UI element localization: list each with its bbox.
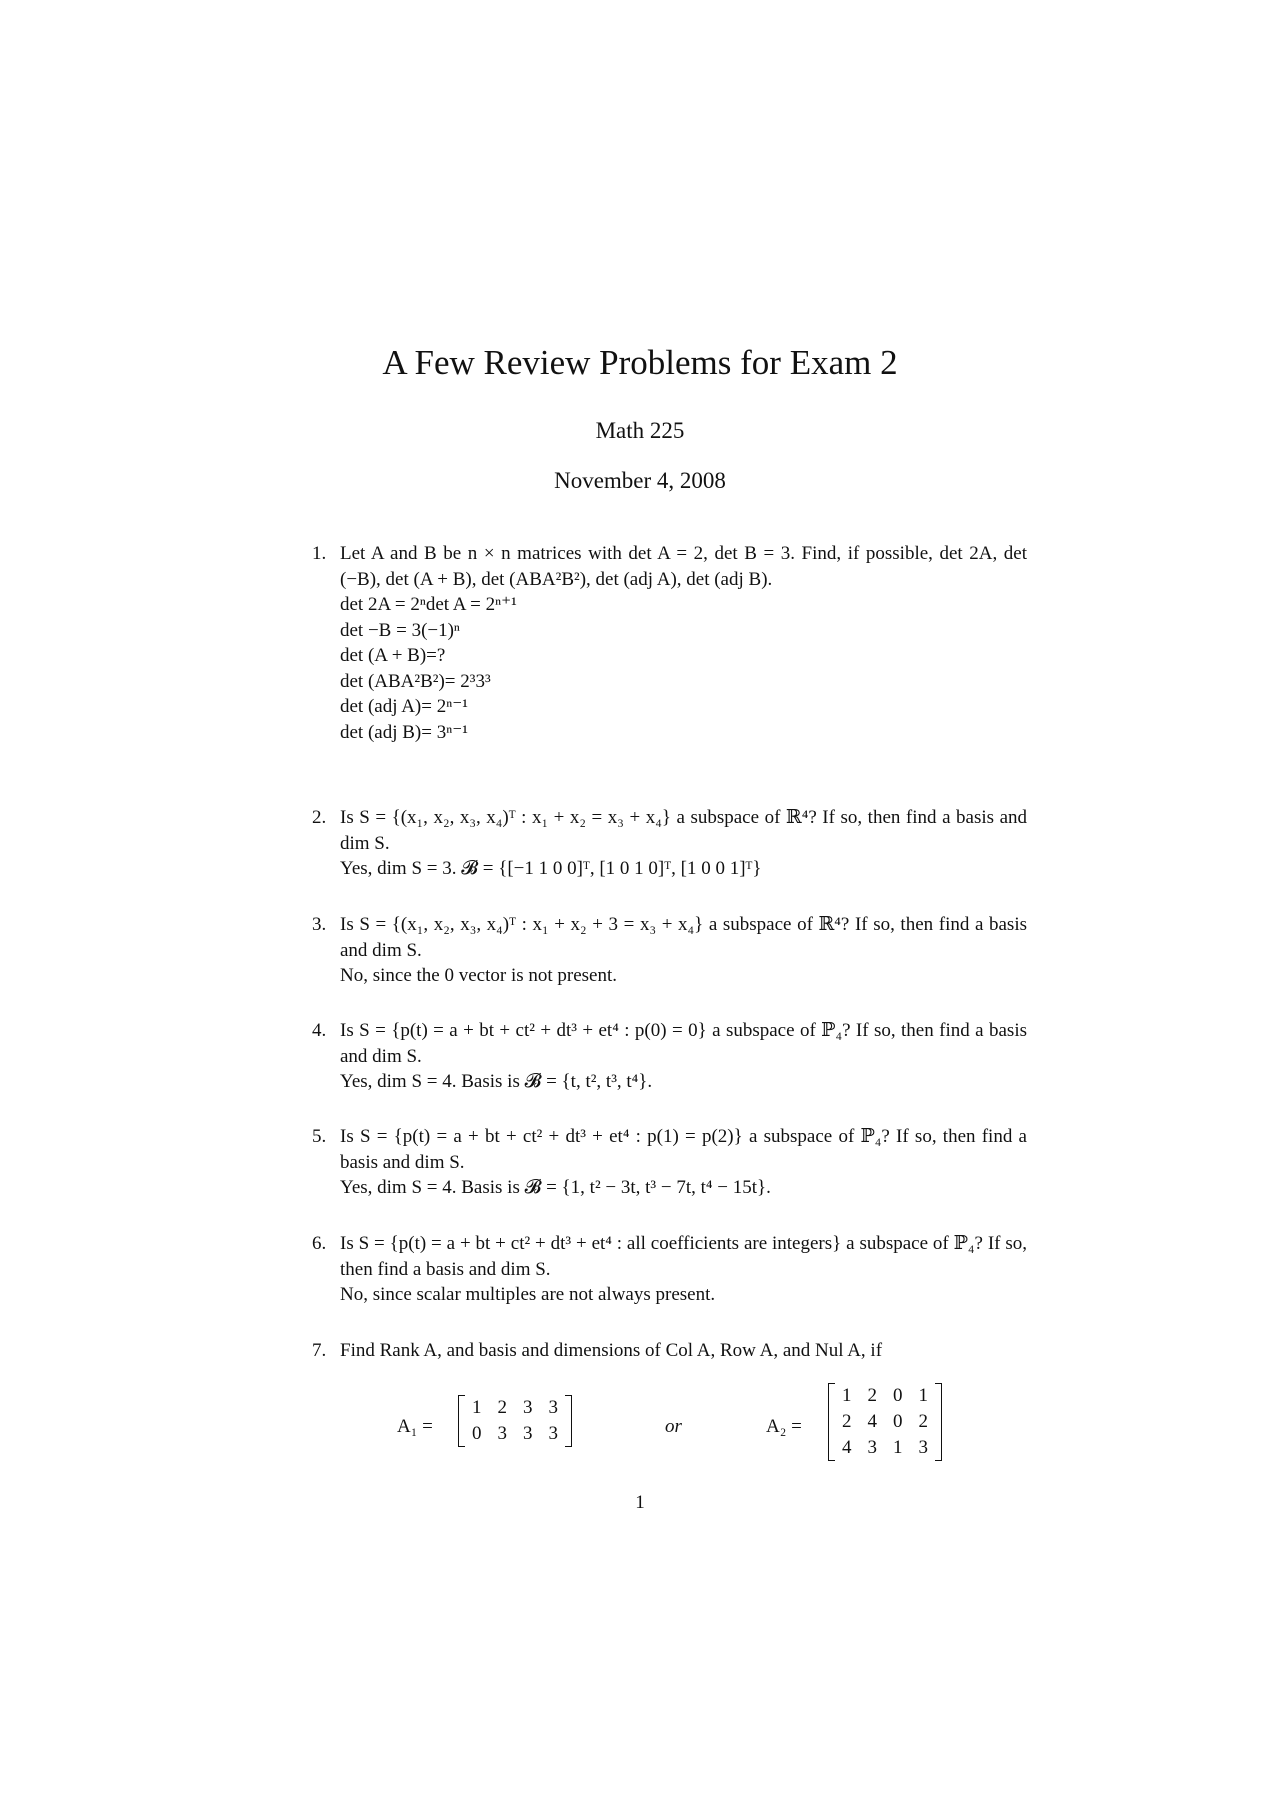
matrix-cell: 3 [497,1423,507,1444]
problem-number: 5. [312,1126,327,1147]
answer-line: det (adj A)= 2ⁿ⁻¹ [340,696,468,717]
page-number: 1 [635,1492,645,1513]
problem-number: 6. [312,1233,327,1254]
matrix-cell: 3 [523,1397,533,1418]
matrix-cell: 0 [472,1423,482,1444]
matrix-cell: 3 [548,1423,558,1444]
answer-line: det 2A = 2ⁿdet A = 2ⁿ⁺¹ [340,594,517,615]
problem-2 [312,805,1027,882]
answer-line: det (A + B)=? [340,645,446,666]
problem-1 [312,541,1027,745]
problem-question: Is S = {(x₁, x₂, x₃, x₄)ᵀ : x₁ + x₂ + 3 = x₃ + x₄} a subspace of ℝ⁴? If so, then find a basis and dim S. [340,914,1027,961]
problem-question: Let A and B be n × n matrices with det A = 2, det B = 3. Find, if possible, det 2A, det (−B), det (A + B), det (ABA²B²), det (adj A), det (adj B). [340,543,1027,590]
problem-question: Is S = {(x₁, x₂, x₃, x₄)ᵀ : x₁ + x₂ = x₃ + x₄} a subspace of ℝ⁴? If so, then find a basis and dim S. [340,807,1027,854]
matrix-row [464,1421,566,1447]
answer-line: det (ABA²B²)= 2³3³ [340,670,491,692]
matrix-cell: 1 [842,1385,852,1406]
or-separator: or [665,1416,682,1437]
problem-4 [312,1018,1027,1095]
matrix-cell: 2 [918,1411,928,1432]
matrix-row [834,1383,936,1409]
matrix-cell: 1 [893,1437,903,1458]
answer-line: Yes, dim S = 4. Basis is 𝓑 = {t, t², t³, t⁴}. [340,1071,653,1092]
answer-line: det −B = 3(−1)ⁿ [340,619,460,641]
matrix-cell: 0 [893,1385,903,1406]
matrix-cell: 0 [893,1411,903,1432]
document-date: November 4, 2008 [554,468,726,493]
matrix-cell: 2 [867,1385,877,1406]
matrix-cell: 3 [918,1437,928,1458]
problem-6 [312,1231,1027,1308]
matrix-cell: 1 [472,1397,482,1418]
problem-number: 1. [312,543,327,564]
problem-5 [312,1124,1027,1201]
problem-question: Is S = {p(t) = a + bt + ct² + dt³ + et⁴ : p(0) = 0} a subspace of ℙ₄? If so, then find a basis and dim S. [340,1020,1027,1067]
problem-number: 2. [312,807,327,828]
matrix-row [464,1395,566,1421]
problem-question: Is S = {p(t) = a + bt + ct² + dt³ + et⁴ : all coefficients are integers} a subspace of ℙ₄? If so, then find a basis and dim S. [340,1233,1027,1280]
matrix-a2-label: A₂ = [766,1416,802,1437]
problem-question: Find Rank A, and basis and dimensions of Col A, Row A, and Nul A, if [340,1340,883,1361]
answer-line: No, since the 0 vector is not present. [340,965,618,986]
problem-number: 3. [312,914,327,935]
answer-line: det (adj B)= 3ⁿ⁻¹ [340,721,468,743]
matrix-cell: 4 [842,1437,852,1458]
matrix-a1 [458,1395,572,1447]
matrix-cell: 3 [548,1397,558,1418]
answer-line: No, since scalar multiples are not always present. [340,1284,716,1305]
matrix-cell: 2 [842,1411,852,1432]
matrix-cell: 4 [867,1411,877,1432]
answer-line: Yes, dim S = 3. 𝓑 = {[−1 1 0 0]ᵀ, [1 0 1 0]ᵀ, [1 0 0 1]ᵀ} [340,858,762,879]
problem-3 [312,912,1027,989]
problem-number: 4. [312,1020,327,1041]
matrix-cell: 2 [497,1397,507,1418]
matrix-a1-label: A₁ = [397,1416,433,1437]
page-title: A Few Review Problems for Exam 2 [382,343,898,382]
matrix-row [834,1409,936,1435]
matrix-row [834,1435,936,1461]
course-name: Math 225 [595,418,685,443]
problem-7 [312,1338,1027,1364]
matrix-cell: 3 [523,1423,533,1444]
problem-number: 7. [312,1340,327,1361]
matrix-a2 [828,1383,942,1461]
answer-line: Yes, dim S = 4. Basis is 𝓑 = {1, t² − 3t, t³ − 7t, t⁴ − 15t}. [340,1177,771,1198]
matrix-display [390,1383,990,1473]
problem-question: Is S = {p(t) = a + bt + ct² + dt³ + et⁴ : p(1) = p(2)} a subspace of ℙ₄? If so, then find a basis and dim S. [340,1126,1027,1173]
matrix-cell: 1 [918,1385,928,1406]
matrix-cell: 3 [867,1437,877,1458]
